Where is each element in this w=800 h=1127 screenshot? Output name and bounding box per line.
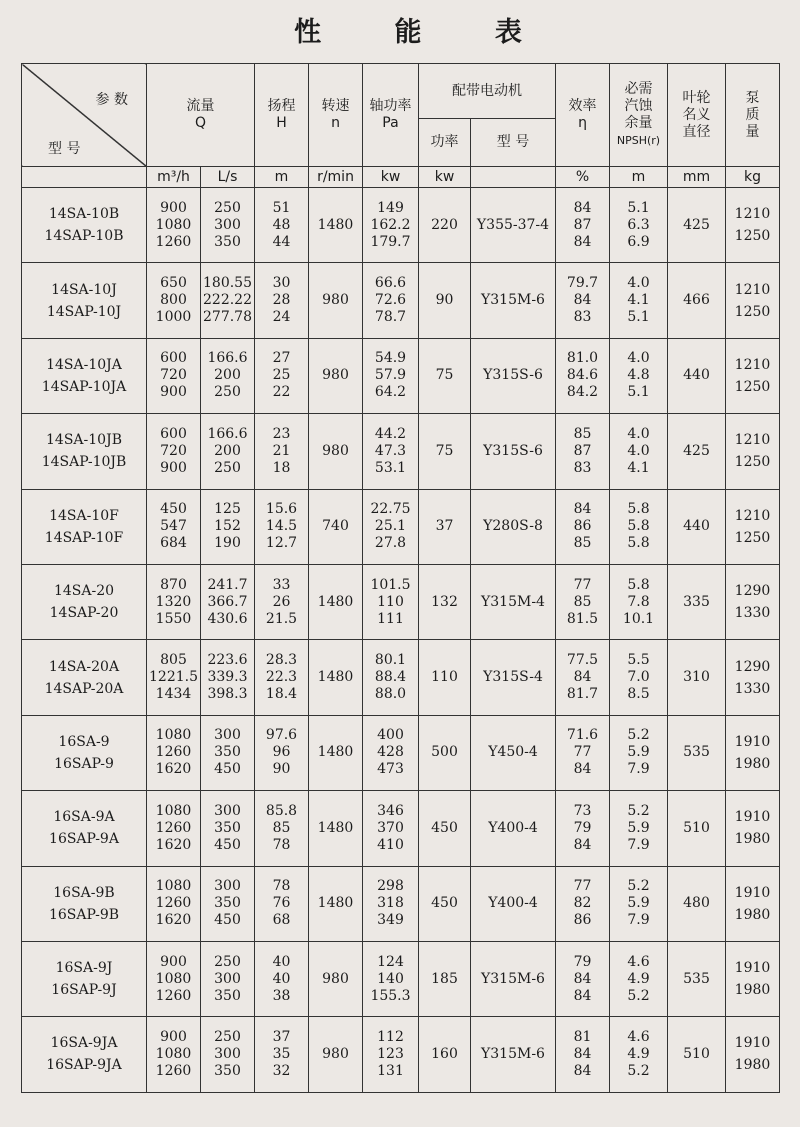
mass-cell: 1910 1980 xyxy=(726,866,780,941)
units-row xyxy=(22,167,780,188)
speed-cell: 980 xyxy=(309,1017,363,1092)
flow-m3h-cell: 805 1221.5 1434 xyxy=(147,640,201,715)
npsh-cell: 4.0 4.1 5.1 xyxy=(610,263,668,338)
table-row xyxy=(22,188,780,263)
flow-m3h-cell: 900 1080 1260 xyxy=(147,1017,201,1092)
motor-model-cell: Y280S-8 xyxy=(471,489,556,564)
speed-cell: 980 xyxy=(309,414,363,489)
table-row xyxy=(22,489,780,564)
model-cell: 14SA-10B 14SAP-10B xyxy=(22,188,147,263)
impeller-cell: 510 xyxy=(668,1017,726,1092)
mass-cell: 1910 1980 xyxy=(726,715,780,790)
efficiency-cell: 77 82 86 xyxy=(556,866,610,941)
speed-cell: 1480 xyxy=(309,564,363,639)
efficiency-header: 效率 η xyxy=(556,64,610,167)
unit-cell: kg xyxy=(726,167,780,188)
efficiency-cell: 81.0 84.6 84.2 xyxy=(556,338,610,413)
flow-ls-cell: 300 350 450 xyxy=(201,791,255,866)
head-header: 扬程 H xyxy=(255,64,309,167)
impeller-cell: 425 xyxy=(668,188,726,263)
model-cell: 16SA-9B 16SAP-9B xyxy=(22,866,147,941)
unit-cell: m xyxy=(255,167,309,188)
motor-power-cell: 185 xyxy=(419,941,471,1016)
table-row xyxy=(22,1017,780,1092)
speed-cell: 1480 xyxy=(309,640,363,715)
flow-m3h-cell: 900 1080 1260 xyxy=(147,188,201,263)
flow-ls-cell: 300 350 450 xyxy=(201,715,255,790)
motor-power-cell: 110 xyxy=(419,640,471,715)
motor-model-cell: Y315S-6 xyxy=(471,414,556,489)
units-blank xyxy=(22,167,147,188)
model-cell: 16SA-9 16SAP-9 xyxy=(22,715,147,790)
unit-cell: m³/h xyxy=(147,167,201,188)
npsh-cell: 5.1 6.3 6.9 xyxy=(610,188,668,263)
flow-ls-cell: 223.6 339.3 398.3 xyxy=(201,640,255,715)
shaft-power-cell: 101.5 110 111 xyxy=(363,564,419,639)
impeller-cell: 510 xyxy=(668,791,726,866)
flow-m3h-cell: 600 720 900 xyxy=(147,338,201,413)
motor-model-header: 型 号 xyxy=(471,119,556,167)
impeller-cell: 335 xyxy=(668,564,726,639)
head-cell: 27 25 22 xyxy=(255,338,309,413)
model-cell: 14SA-10JA 14SAP-10JA xyxy=(22,338,147,413)
table-row xyxy=(22,263,780,338)
mass-cell: 1910 1980 xyxy=(726,791,780,866)
efficiency-cell: 79.7 84 83 xyxy=(556,263,610,338)
table-row xyxy=(22,791,780,866)
impeller-header: 叶轮 名义 直径 xyxy=(668,64,726,167)
efficiency-cell: 77 85 81.5 xyxy=(556,564,610,639)
motor-model-cell: Y315S-4 xyxy=(471,640,556,715)
flow-ls-cell: 300 350 450 xyxy=(201,866,255,941)
shaft-power-cell: 44.2 47.3 53.1 xyxy=(363,414,419,489)
flow-ls-cell: 250 300 350 xyxy=(201,188,255,263)
unit-cell xyxy=(471,167,556,188)
impeller-cell: 440 xyxy=(668,338,726,413)
motor-power-cell: 37 xyxy=(419,489,471,564)
efficiency-cell: 84 87 84 xyxy=(556,188,610,263)
shaft-power-cell: 54.9 57.9 64.2 xyxy=(363,338,419,413)
table-row xyxy=(22,414,780,489)
motor-model-cell: Y400-4 xyxy=(471,866,556,941)
flow-m3h-cell: 900 1080 1260 xyxy=(147,941,201,1016)
impeller-cell: 535 xyxy=(668,715,726,790)
model-cell: 16SA-9A 16SAP-9A xyxy=(22,791,147,866)
motor-model-cell: Y450-4 xyxy=(471,715,556,790)
motor-power-cell: 75 xyxy=(419,414,471,489)
speed-cell: 1480 xyxy=(309,866,363,941)
model-cell: 14SA-20A 14SAP-20A xyxy=(22,640,147,715)
mass-cell: 1910 1980 xyxy=(726,941,780,1016)
impeller-cell: 466 xyxy=(668,263,726,338)
shaft-power-cell: 66.6 72.6 78.7 xyxy=(363,263,419,338)
npsh-cell: 4.0 4.0 4.1 xyxy=(610,414,668,489)
efficiency-cell: 71.6 77 84 xyxy=(556,715,610,790)
mass-cell: 1210 1250 xyxy=(726,489,780,564)
head-cell: 23 21 18 xyxy=(255,414,309,489)
flow-m3h-cell: 1080 1260 1620 xyxy=(147,791,201,866)
unit-cell: % xyxy=(556,167,610,188)
unit-cell: m xyxy=(610,167,668,188)
model-cell: 14SA-10J 14SAP-10J xyxy=(22,263,147,338)
mass-header: 泵 质 量 xyxy=(726,64,780,167)
motor-power-cell: 90 xyxy=(419,263,471,338)
table-row xyxy=(22,564,780,639)
motor-power-cell: 450 xyxy=(419,866,471,941)
head-cell: 40 40 38 xyxy=(255,941,309,1016)
param-label: 参 数 xyxy=(95,92,128,108)
flow-ls-cell: 180.55 222.22 277.78 xyxy=(201,263,255,338)
shaft-power-cell: 346 370 410 xyxy=(363,791,419,866)
shaft-power-cell: 400 428 473 xyxy=(363,715,419,790)
speed-cell: 1480 xyxy=(309,715,363,790)
model-cell: 14SA-10JB 14SAP-10JB xyxy=(22,414,147,489)
speed-cell: 980 xyxy=(309,263,363,338)
motor-model-cell: Y315M-6 xyxy=(471,1017,556,1092)
head-cell: 85.8 85 78 xyxy=(255,791,309,866)
motor-power-cell: 75 xyxy=(419,338,471,413)
impeller-cell: 310 xyxy=(668,640,726,715)
speed-cell: 740 xyxy=(309,489,363,564)
impeller-cell: 480 xyxy=(668,866,726,941)
impeller-cell: 535 xyxy=(668,941,726,1016)
motor-model-cell: Y315M-6 xyxy=(471,941,556,1016)
mass-cell: 1210 1250 xyxy=(726,188,780,263)
page-title: 性 能 表 xyxy=(294,17,554,48)
mass-cell: 1210 1250 xyxy=(726,338,780,413)
shaft-power-header: 轴功率 Pa xyxy=(363,64,419,167)
head-cell: 15.6 14.5 12.7 xyxy=(255,489,309,564)
head-cell: 51 48 44 xyxy=(255,188,309,263)
motor-model-cell: Y315S-6 xyxy=(471,338,556,413)
npsh-cell: 5.2 5.9 7.9 xyxy=(610,715,668,790)
unit-cell: kw xyxy=(363,167,419,188)
npsh-cell: 5.8 7.8 10.1 xyxy=(610,564,668,639)
motor-model-cell: Y315M-6 xyxy=(471,263,556,338)
flow-ls-cell: 250 300 350 xyxy=(201,941,255,1016)
speed-cell: 1480 xyxy=(309,188,363,263)
motor-power-cell: 220 xyxy=(419,188,471,263)
performance-table xyxy=(21,63,780,1093)
flow-header: 流量 Q xyxy=(147,64,255,167)
table-header xyxy=(22,64,780,188)
flow-ls-cell: 250 300 350 xyxy=(201,1017,255,1092)
npsh-cell: 4.6 4.9 5.2 xyxy=(610,1017,668,1092)
shaft-power-cell: 22.75 25.1 27.8 xyxy=(363,489,419,564)
table-row xyxy=(22,941,780,1016)
table-row xyxy=(22,866,780,941)
flow-ls-cell: 166.6 200 250 xyxy=(201,338,255,413)
flow-ls-cell: 125 152 190 xyxy=(201,489,255,564)
unit-cell: L/s xyxy=(201,167,255,188)
motor-model-cell: Y315M-4 xyxy=(471,564,556,639)
table-body xyxy=(22,188,780,1093)
speed-cell: 980 xyxy=(309,941,363,1016)
unit-cell: mm xyxy=(668,167,726,188)
npsh-cell: 5.8 5.8 5.8 xyxy=(610,489,668,564)
motor-model-cell: Y400-4 xyxy=(471,791,556,866)
flow-m3h-cell: 600 720 900 xyxy=(147,414,201,489)
flow-m3h-cell: 650 800 1000 xyxy=(147,263,201,338)
flow-m3h-cell: 870 1320 1550 xyxy=(147,564,201,639)
shaft-power-cell: 149 162.2 179.7 xyxy=(363,188,419,263)
npsh-header: 必需 汽蚀 余量 NPSH(r) xyxy=(610,64,668,167)
mass-cell: 1910 1980 xyxy=(726,1017,780,1092)
speed-cell: 1480 xyxy=(309,791,363,866)
mass-cell: 1290 1330 xyxy=(726,564,780,639)
motor-power-cell: 450 xyxy=(419,791,471,866)
table-row xyxy=(22,715,780,790)
flow-m3h-cell: 450 547 684 xyxy=(147,489,201,564)
shaft-power-cell: 80.1 88.4 88.0 xyxy=(363,640,419,715)
motor-header: 配带电动机 xyxy=(419,64,556,119)
unit-cell: kw xyxy=(419,167,471,188)
head-cell: 33 26 21.5 xyxy=(255,564,309,639)
npsh-cell: 4.6 4.9 5.2 xyxy=(610,941,668,1016)
unit-cell: r/min xyxy=(309,167,363,188)
table-row xyxy=(22,338,780,413)
motor-power-cell: 500 xyxy=(419,715,471,790)
npsh-cell: 5.2 5.9 7.9 xyxy=(610,866,668,941)
shaft-power-cell: 112 123 131 xyxy=(363,1017,419,1092)
efficiency-cell: 79 84 84 xyxy=(556,941,610,1016)
speed-header: 转速 n xyxy=(309,64,363,167)
mass-cell: 1210 1250 xyxy=(726,263,780,338)
model-cell: 16SA-9JA 16SAP-9JA xyxy=(22,1017,147,1092)
table-row xyxy=(22,640,780,715)
head-cell: 78 76 68 xyxy=(255,866,309,941)
impeller-cell: 425 xyxy=(668,414,726,489)
npsh-cell: 5.5 7.0 8.5 xyxy=(610,640,668,715)
flow-ls-cell: 166.6 200 250 xyxy=(201,414,255,489)
shaft-power-cell: 124 140 155.3 xyxy=(363,941,419,1016)
speed-cell: 980 xyxy=(309,338,363,413)
model-cell: 14SA-10F 14SAP-10F xyxy=(22,489,147,564)
head-cell: 37 35 32 xyxy=(255,1017,309,1092)
flow-ls-cell: 241.7 366.7 430.6 xyxy=(201,564,255,639)
motor-power-header: 功率 xyxy=(419,119,471,167)
npsh-cell: 5.2 5.9 7.9 xyxy=(610,791,668,866)
mass-cell: 1210 1250 xyxy=(726,414,780,489)
flow-m3h-cell: 1080 1260 1620 xyxy=(147,866,201,941)
impeller-cell: 440 xyxy=(668,489,726,564)
efficiency-cell: 77.5 84 81.7 xyxy=(556,640,610,715)
efficiency-cell: 81 84 84 xyxy=(556,1017,610,1092)
flow-m3h-cell: 1080 1260 1620 xyxy=(147,715,201,790)
head-cell: 97.6 96 90 xyxy=(255,715,309,790)
efficiency-cell: 85 87 83 xyxy=(556,414,610,489)
efficiency-cell: 73 79 84 xyxy=(556,791,610,866)
head-cell: 28.3 22.3 18.4 xyxy=(255,640,309,715)
model-label: 型 号 xyxy=(48,141,81,157)
motor-power-cell: 132 xyxy=(419,564,471,639)
npsh-cell: 4.0 4.8 5.1 xyxy=(610,338,668,413)
model-cell: 16SA-9J 16SAP-9J xyxy=(22,941,147,1016)
motor-model-cell: Y355-37-4 xyxy=(471,188,556,263)
motor-power-cell: 160 xyxy=(419,1017,471,1092)
model-cell: 14SA-20 14SAP-20 xyxy=(22,564,147,639)
efficiency-cell: 84 86 85 xyxy=(556,489,610,564)
mass-cell: 1290 1330 xyxy=(726,640,780,715)
param-model-corner xyxy=(22,64,147,167)
shaft-power-cell: 298 318 349 xyxy=(363,866,419,941)
head-cell: 30 28 24 xyxy=(255,263,309,338)
